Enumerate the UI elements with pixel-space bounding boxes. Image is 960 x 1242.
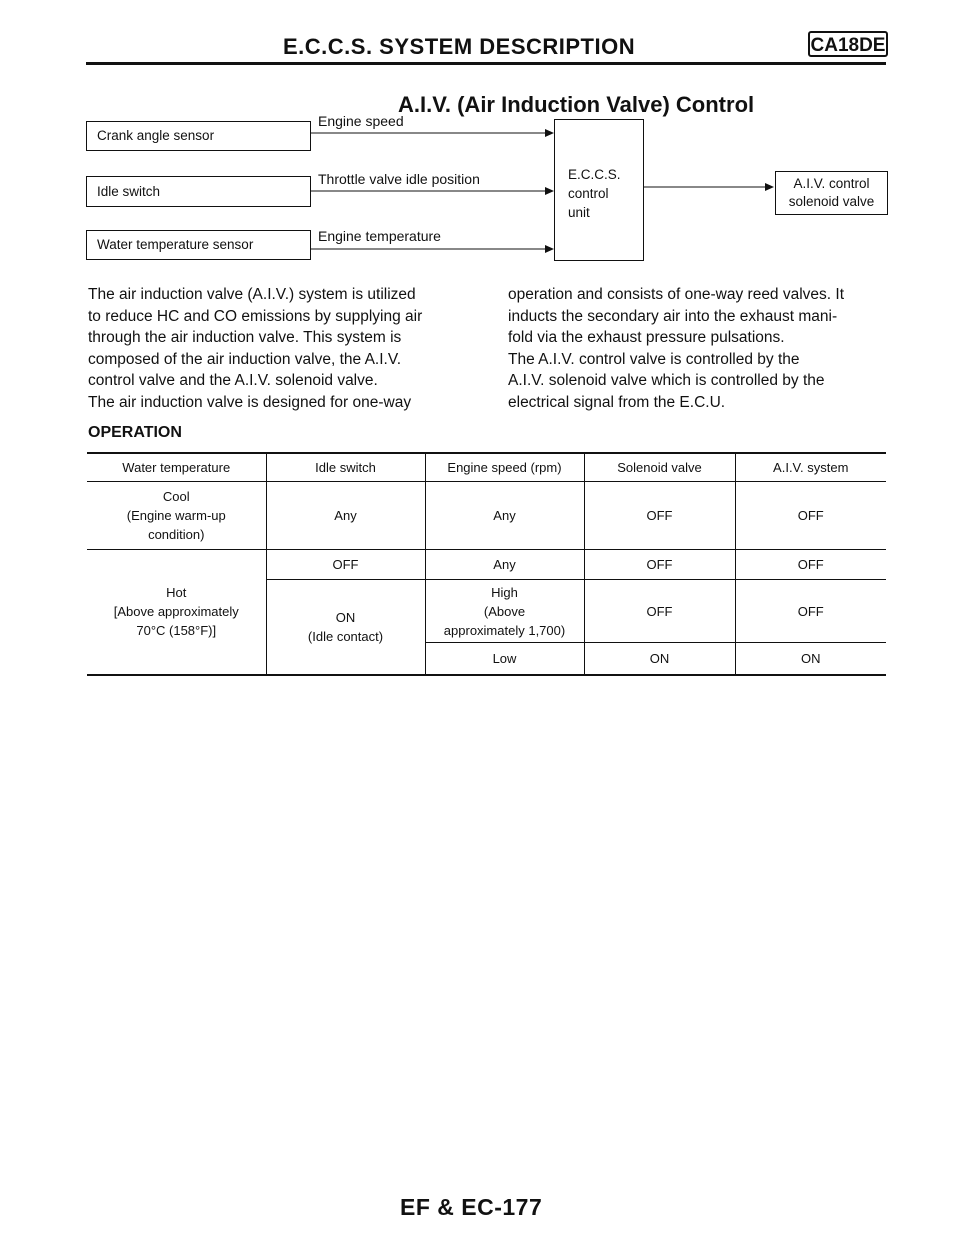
page-number: EF & EC-177 xyxy=(400,1194,543,1220)
ecu-line-2: control xyxy=(568,186,609,201)
cell-idle: OFF xyxy=(266,550,425,580)
cell-speed: Any xyxy=(425,482,584,550)
page-header-title: E.C.C.S. SYSTEM DESCRIPTION xyxy=(283,34,636,59)
engine-temperature-label: Engine temperature xyxy=(318,228,441,244)
operation-table xyxy=(87,452,886,676)
text-line: to reduce HC and CO emissions by supplying air xyxy=(88,307,423,325)
table-header-row xyxy=(87,453,886,482)
output-line-2: solenoid valve xyxy=(788,194,875,209)
text-line: High xyxy=(491,584,518,600)
ecu-line-3: unit xyxy=(568,205,590,220)
arrow-head-icon xyxy=(545,129,554,137)
description-right-column xyxy=(508,284,886,414)
text-line: condition) xyxy=(148,527,205,542)
eccs-control-unit-box xyxy=(554,119,644,261)
arrow-head-icon xyxy=(765,183,774,191)
header-engine-speed: Engine speed (rpm) xyxy=(425,453,584,482)
cell-solenoid: OFF xyxy=(584,580,735,643)
text-line: through the air induction valve. This system is xyxy=(88,329,402,347)
operation-title: OPERATION xyxy=(88,424,182,441)
text-line: operation and consists of one-way reed valves. It xyxy=(508,286,845,303)
text-line: composed of the air induction valve, the A.I.V. xyxy=(88,350,402,368)
cell-solenoid: OFF xyxy=(584,482,735,550)
header-idle-switch: Idle switch xyxy=(266,453,425,482)
arrow-head-icon xyxy=(545,245,554,253)
text-line: [Above approximately xyxy=(113,604,239,620)
text-line: The air induction valve (A.I.V.) system is utilized xyxy=(88,286,416,303)
text-line: ON xyxy=(335,609,356,625)
section-title: A.I.V. (Air Induction Valve) Control xyxy=(398,92,755,117)
engine-speed-label: Engine speed xyxy=(318,113,404,129)
description-left-column xyxy=(88,284,462,414)
throttle-position-label: Throttle valve idle position xyxy=(318,171,480,187)
text-line: approximately 1,700) xyxy=(443,622,566,638)
text-line: control valve and the A.I.V. solenoid valve. xyxy=(88,372,378,390)
header-solenoid-valve: Solenoid valve xyxy=(584,453,735,482)
table-row-cool xyxy=(87,482,886,550)
cell-speed-high xyxy=(425,580,584,643)
arrow-head-icon xyxy=(545,187,554,195)
header-water-temperature: Water temperature xyxy=(122,460,231,475)
cell-speed-low: Low xyxy=(425,643,584,675)
text-line: A.I.V. solenoid valve which is controlled by the xyxy=(508,372,825,390)
text-line: electrical signal from the E.C.U. xyxy=(508,393,726,411)
cell-aiv: OFF xyxy=(735,580,886,643)
text-line: fold via the exhaust pressure pulsations. xyxy=(508,329,785,347)
cell-solenoid: ON xyxy=(584,643,735,675)
text-line: The A.I.V. control valve is controlled by the xyxy=(508,350,800,368)
model-code-badge: CA18DE xyxy=(808,31,888,57)
cell-water-cool xyxy=(87,482,266,550)
water-temp-sensor-box: Water temperature sensor xyxy=(86,230,311,260)
cell-water-hot xyxy=(87,550,266,675)
table-row-hot-1 xyxy=(87,550,886,580)
cell-idle-on xyxy=(266,580,425,675)
header-aiv-system: A.I.V. system xyxy=(735,453,886,482)
text-line: 70°C (158°F)] xyxy=(136,623,217,639)
cell-speed: Any xyxy=(425,550,584,580)
text-line: inducts the secondary air into the exhaust mani- xyxy=(508,307,838,325)
cell-aiv: ON xyxy=(735,643,886,675)
cell-aiv: OFF xyxy=(735,550,886,580)
text-line: Hot xyxy=(166,585,187,601)
output-line-1: A.I.V. control xyxy=(793,176,870,191)
idle-switch-box: Idle switch xyxy=(86,176,311,207)
ecu-line-1: E.C.C.S. xyxy=(568,167,621,182)
text-line: (Idle contact) xyxy=(307,628,384,644)
text-line: (Above xyxy=(483,603,526,619)
text-line: (Engine warm-up xyxy=(126,508,226,523)
cell-aiv: OFF xyxy=(735,482,886,550)
cell-solenoid: OFF xyxy=(584,550,735,580)
cell-idle: Any xyxy=(266,482,425,550)
aiv-solenoid-valve-box xyxy=(775,171,888,215)
text-line: Cool xyxy=(162,489,190,504)
text-line: The air induction valve is designed for one-way xyxy=(88,393,412,411)
crank-angle-sensor-box: Crank angle sensor xyxy=(86,121,311,151)
